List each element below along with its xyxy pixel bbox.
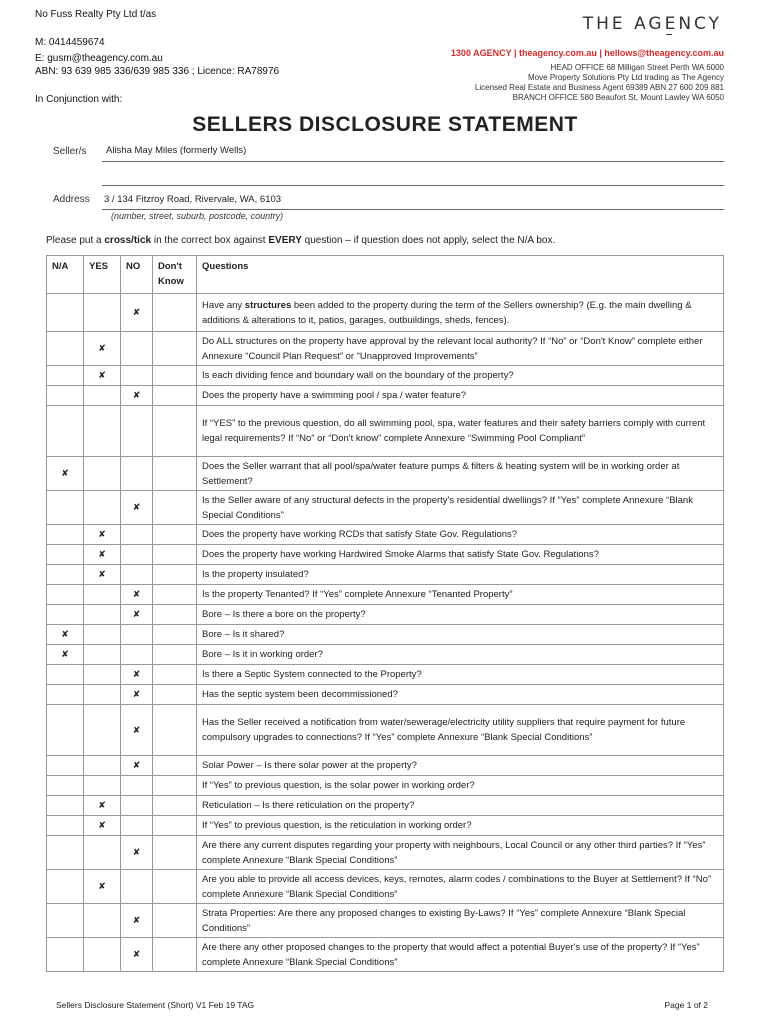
checkbox-dk[interactable] (153, 836, 197, 870)
checkbox-dk[interactable] (153, 705, 197, 756)
table-row (47, 904, 724, 938)
table-header-row (47, 256, 724, 294)
table-row (47, 565, 724, 585)
question-text: Bore – Is it in working order? (197, 645, 724, 665)
checkbox-yes[interactable] (84, 585, 121, 605)
col-header-no: NO (121, 256, 153, 294)
cross-mark-icon: ✘ (98, 881, 106, 891)
checkbox-yes[interactable] (84, 457, 121, 491)
question-text: Are you able to provide all access devices, keys, remotes, alarm codes / combinations to the Buyer at Settlement? If “No” complete Annexure “Blank Special Conditions” (197, 870, 724, 904)
checkbox-na[interactable] (47, 904, 84, 938)
checkbox-no[interactable] (121, 585, 153, 605)
checkbox-dk[interactable] (153, 756, 197, 776)
office-line: BRANCH OFFICE 580 Beaufort St, Mount Lawley WA 6050 (512, 93, 724, 102)
table-row (47, 406, 724, 457)
checkbox-no[interactable] (121, 816, 153, 836)
cross-mark-icon: ✘ (98, 569, 106, 579)
checkbox-dk[interactable] (153, 457, 197, 491)
checkbox-yes[interactable] (84, 836, 121, 870)
cross-mark-icon: ✘ (132, 390, 141, 400)
checkbox-na[interactable] (47, 756, 84, 776)
checkbox-yes[interactable] (84, 796, 121, 816)
checkbox-no[interactable] (121, 366, 153, 386)
cross-mark-icon: ✘ (132, 502, 141, 512)
question-text: Does the property have working Hardwired Smoke Alarms that satisfy State Gov. Regulations? (197, 545, 724, 565)
checkbox-yes[interactable] (84, 705, 121, 756)
cross-mark-icon: ✘ (132, 724, 141, 735)
question-text: Is the property insulated? (197, 565, 724, 585)
table-row (47, 816, 724, 836)
checkbox-yes[interactable] (84, 938, 121, 972)
checkbox-no[interactable] (121, 756, 153, 776)
checkbox-yes[interactable] (84, 645, 121, 665)
cross-mark-icon: ✘ (132, 609, 141, 619)
checkbox-yes[interactable] (84, 625, 121, 645)
checkbox-no[interactable] (121, 406, 153, 457)
page-title: SELLERS DISCLOSURE STATEMENT (192, 113, 578, 136)
checkbox-dk[interactable] (153, 904, 197, 938)
checkbox-na[interactable] (47, 665, 84, 685)
office-line: Move Property Solutions Pty Ltd trading as The Agency (528, 73, 724, 82)
col-header-questions: Questions (197, 256, 724, 294)
cross-mark-icon: ✘ (98, 529, 106, 539)
address-label: Address (53, 194, 90, 205)
cross-mark-icon: ✘ (98, 370, 106, 380)
footer-doc-id: Sellers Disclosure Statement (Short) V1 Feb 19 TAG (56, 1000, 255, 1010)
checkbox-yes[interactable] (84, 386, 121, 406)
checkbox-dk[interactable] (153, 294, 197, 332)
checkbox-dk[interactable] (153, 625, 197, 645)
checkbox-no[interactable] (121, 776, 153, 796)
checkbox-na[interactable] (47, 491, 84, 525)
checkbox-na[interactable] (47, 386, 84, 406)
question-text: Bore – Is there a bore on the property? (197, 605, 724, 625)
col-header-dont-know: Don't Know (153, 256, 197, 294)
footer-page-number: Page 1 of 2 (664, 1000, 708, 1010)
table-row (47, 776, 724, 796)
cross-mark-icon: ✘ (61, 649, 69, 659)
checkbox-na[interactable] (47, 525, 84, 545)
cross-mark-icon: ✘ (61, 468, 69, 478)
table-row (47, 332, 724, 366)
seller-underline (102, 161, 724, 162)
question-text: Are there any other proposed changes to the property that would affect a potential Buyer's use of the property? If “Yes” complete Annexure “Blank Special Conditions” (197, 938, 724, 972)
question-text: Is there a Septic System connected to the Property? (197, 665, 724, 685)
checkbox-no[interactable] (121, 796, 153, 816)
table-row (47, 525, 724, 545)
cross-mark-icon: ✘ (98, 549, 106, 559)
question-text: Reticulation – Is there reticulation on the property? (197, 796, 724, 816)
checkbox-yes[interactable] (84, 366, 121, 386)
checkbox-no[interactable] (121, 545, 153, 565)
checkbox-na[interactable] (47, 776, 84, 796)
checkbox-na[interactable] (47, 836, 84, 870)
checkbox-na[interactable] (47, 332, 84, 366)
checkbox-na[interactable] (47, 625, 84, 645)
checkbox-no[interactable] (121, 904, 153, 938)
agent-email: E: gusm@theagency.com.au (35, 53, 163, 64)
cross-mark-icon: ✘ (98, 820, 106, 830)
checkbox-na[interactable] (47, 406, 84, 457)
col-header-na: N/A (47, 256, 84, 294)
table-row (47, 457, 724, 491)
checkbox-no[interactable] (121, 938, 153, 972)
checkbox-no[interactable] (121, 685, 153, 705)
office-line: Licensed Real Estate and Business Agent 69389 ABN 27 600 209 881 (474, 83, 724, 92)
seller-underline-2 (102, 185, 724, 186)
checkbox-na[interactable] (47, 645, 84, 665)
address-underline (102, 209, 724, 210)
checkbox-dk[interactable] (153, 332, 197, 366)
checkbox-no[interactable] (121, 457, 153, 491)
table-row (47, 625, 724, 645)
checkbox-yes[interactable] (84, 904, 121, 938)
agent-abn: ABN: 93 639 985 336/639 985 336 ; Licence: RA78976 (35, 66, 280, 77)
cross-mark-icon: ✘ (132, 760, 141, 770)
checkbox-yes[interactable] (84, 525, 121, 545)
checkbox-na[interactable] (47, 605, 84, 625)
checkbox-na[interactable] (47, 366, 84, 386)
agency-contact-line: 1300 AGENCY | theagency.com.au | hellows@theagency.com.au (450, 48, 724, 58)
checkbox-no[interactable] (121, 491, 153, 525)
checkbox-dk[interactable] (153, 545, 197, 565)
question-text: Has the septic system been decommissioned? (197, 685, 724, 705)
checkbox-no[interactable] (121, 625, 153, 645)
table-row (47, 836, 724, 870)
checkbox-yes[interactable] (84, 545, 121, 565)
checkbox-no[interactable] (121, 605, 153, 625)
checkbox-yes[interactable] (84, 294, 121, 332)
checkbox-no[interactable] (121, 645, 153, 665)
checkbox-na[interactable] (47, 938, 84, 972)
table-row (47, 386, 724, 406)
agent-mobile: M: 0414459674 (35, 37, 105, 48)
checkbox-dk[interactable] (153, 585, 197, 605)
table-row (47, 705, 724, 756)
question-text: Have any structures been added to the property during the term of the Sellers ownership? (E.g. the main dwelling & additions & alterations to it, patios, garages, outbuildings, sheds, fences). (197, 294, 724, 332)
checkbox-yes[interactable] (84, 605, 121, 625)
checkbox-na[interactable] (47, 816, 84, 836)
question-text: Does the property have a swimming pool / spa / water feature? (197, 386, 724, 406)
question-text: If “Yes” to previous question, is the reticulation in working order? (197, 816, 724, 836)
checkbox-dk[interactable] (153, 685, 197, 705)
question-text: Does the property have working RCDs that satisfy State Gov. Regulations? (197, 525, 724, 545)
checkbox-dk[interactable] (153, 938, 197, 972)
checkbox-na[interactable] (47, 796, 84, 816)
question-text: If “Yes” to previous question, is the solar power in working order? (197, 776, 724, 796)
cross-mark-icon: ✘ (132, 589, 141, 599)
checkbox-no[interactable] (121, 332, 153, 366)
checkbox-na[interactable] (47, 685, 84, 705)
checkbox-na[interactable] (47, 585, 84, 605)
table-row (47, 870, 724, 904)
checkbox-na[interactable] (47, 457, 84, 491)
address-hint: (number, street, suburb, postcode, country) (111, 211, 284, 221)
checkbox-no[interactable] (121, 294, 153, 332)
checkbox-yes[interactable] (84, 332, 121, 366)
checkbox-dk[interactable] (153, 386, 197, 406)
col-header-yes: YES (84, 256, 121, 294)
table-row (47, 605, 724, 625)
question-text: Are there any current disputes regarding your property with neighbours, Local Council or any other third parties? If “Yes” complete Annexure “Blank Special Conditions” (197, 836, 724, 870)
table-row (47, 756, 724, 776)
checkbox-dk[interactable] (153, 605, 197, 625)
checkbox-yes[interactable] (84, 491, 121, 525)
checkbox-yes[interactable] (84, 665, 121, 685)
checkbox-no[interactable] (121, 525, 153, 545)
checkbox-dk[interactable] (153, 665, 197, 685)
checkbox-dk[interactable] (153, 525, 197, 545)
checkbox-yes[interactable] (84, 756, 121, 776)
question-text: Bore – Is it shared? (197, 625, 724, 645)
table-row (47, 585, 724, 605)
checkbox-yes[interactable] (84, 776, 121, 796)
table-row (47, 294, 724, 332)
question-text: Is the property Tenanted? If “Yes” complete Annexure “Tenanted Property” (197, 585, 724, 605)
checkbox-no[interactable] (121, 665, 153, 685)
seller-field[interactable]: Alisha May Miles (formerly Wells) (106, 145, 247, 156)
checkbox-dk[interactable] (153, 366, 197, 386)
logo-accent-bar (666, 34, 672, 35)
checkbox-no[interactable] (121, 386, 153, 406)
question-text: Is the Seller aware of any structural defects in the property's residential dwellings? If “Yes” complete Annexure “Blank Special Conditions” (197, 491, 724, 525)
question-text: Strata Properties: Are there any proposed changes to existing By-Laws? If “Yes” complete Annexure “Blank Special Conditions” (197, 904, 724, 938)
question-text: Do ALL structures on the property have approval by the relevant local authority? If “No” or “Don't Know” complete either Annexure “Council Plan Request” or “Unapproved Improvements” (197, 332, 724, 366)
cross-mark-icon: ✘ (132, 915, 141, 925)
checkbox-na[interactable] (47, 294, 84, 332)
disclosure-table (46, 255, 724, 972)
cross-mark-icon: ✘ (98, 800, 106, 810)
checkbox-na[interactable] (47, 565, 84, 585)
checkbox-na[interactable] (47, 870, 84, 904)
question-text: If “YES” to the previous question, do all swimming pool, spa, water features and their safety barriers comply with current legal requirements? If “No” or “Don't know” complete Annexure “Swimming Pool Compliant” (197, 406, 724, 457)
cross-mark-icon: ✘ (61, 629, 69, 639)
table-row (47, 645, 724, 665)
instructions: Please put a cross/tick in the correct box against EVERY question – if question does not apply, select the N/A box. (46, 235, 556, 246)
table-row (47, 938, 724, 972)
checkbox-no[interactable] (121, 565, 153, 585)
checkbox-no[interactable] (121, 870, 153, 904)
table-row (47, 796, 724, 816)
checkbox-dk[interactable] (153, 816, 197, 836)
cross-mark-icon: ✘ (132, 669, 141, 679)
seller-label: Seller/s (53, 146, 87, 157)
table-row (47, 665, 724, 685)
cross-mark-icon: ✘ (132, 847, 141, 857)
table-row (47, 491, 724, 525)
checkbox-na[interactable] (47, 705, 84, 756)
cross-mark-icon: ✘ (132, 949, 141, 959)
agency-logo: THE AGENCY (582, 14, 722, 34)
checkbox-dk[interactable] (153, 406, 197, 457)
cross-mark-icon: ✘ (132, 307, 141, 317)
cross-mark-icon: ✘ (98, 343, 106, 353)
office-line: HEAD OFFICE 68 Milligan Street Perth WA 6000 (550, 63, 724, 72)
checkbox-na[interactable] (47, 545, 84, 565)
checkbox-yes[interactable] (84, 816, 121, 836)
checkbox-no[interactable] (121, 705, 153, 756)
table-row (47, 545, 724, 565)
company-name: No Fuss Realty Pty Ltd t/as (35, 9, 157, 20)
checkbox-dk[interactable] (153, 796, 197, 816)
checkbox-yes[interactable] (84, 565, 121, 585)
checkbox-dk[interactable] (153, 491, 197, 525)
question-text: Has the Seller received a notification from water/sewerage/electricity utility suppliers that require payment for future compulsory upgrades to connections? If “Yes” complete Annexure “Blank Special Conditions” (197, 705, 724, 756)
checkbox-dk[interactable] (153, 645, 197, 665)
checkbox-yes[interactable] (84, 406, 121, 457)
conjunction-label: In Conjunction with: (35, 94, 123, 105)
checkbox-yes[interactable] (84, 685, 121, 705)
question-text: Solar Power – Is there solar power at the property? (197, 756, 724, 776)
checkbox-no[interactable] (121, 836, 153, 870)
address-field[interactable]: 3 / 134 Fitzroy Road, Rivervale, WA, 6103 (104, 194, 282, 205)
cross-mark-icon: ✘ (132, 689, 141, 699)
checkbox-dk[interactable] (153, 870, 197, 904)
question-text: Does the Seller warrant that all pool/spa/water feature pumps & filters & heating system will be in working order at Settlement? (197, 457, 724, 491)
checkbox-yes[interactable] (84, 870, 121, 904)
table-row (47, 685, 724, 705)
checkbox-dk[interactable] (153, 565, 197, 585)
question-text: Is each dividing fence and boundary wall on the boundary of the property? (197, 366, 724, 386)
table-row (47, 366, 724, 386)
checkbox-dk[interactable] (153, 776, 197, 796)
